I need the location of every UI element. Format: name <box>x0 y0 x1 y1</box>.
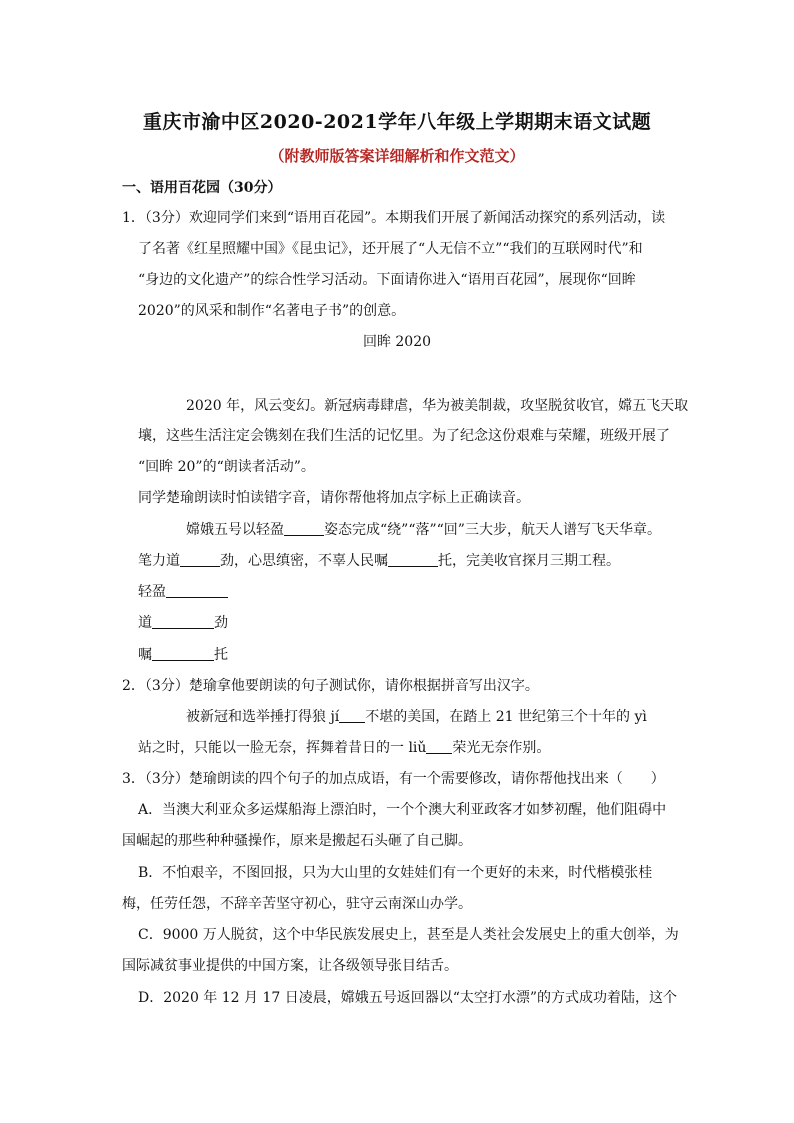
q1-line-4: 2020”的风采和制作“名著电子书”的创意。 <box>138 303 406 319</box>
answer-line-1 <box>138 583 228 601</box>
answer-word: 嘱 <box>138 647 152 663</box>
q1-sentence-1-part-b: 姿态完成“绕”“落”“回”三大步，航天人谱写飞天华章。 <box>324 522 661 538</box>
answer-word: 劲 <box>214 615 228 631</box>
answer-word: 托 <box>214 647 228 663</box>
answer-blank[interactable] <box>152 646 214 661</box>
answer-line-3 <box>138 646 228 664</box>
q2-passage-part-d: 荣光无奈作别。 <box>452 740 551 756</box>
passage-line-3: “回眸 20”的“朗读者活动”。 <box>138 459 315 475</box>
document-title: 重庆市渝中区2020-2021学年八年级上学期期末语文试题 <box>142 111 652 133</box>
q3-line-1: 3．（3分）楚瑜朗读的四个句子的加点成语，有一个需要修改，请你帮他找出来（ ） <box>122 771 665 787</box>
answer-line-2 <box>138 614 228 632</box>
q2-passage-line-1 <box>186 708 647 726</box>
answer-blank[interactable] <box>152 614 214 629</box>
q1-sentence-1 <box>186 521 661 539</box>
answer-blank[interactable] <box>180 552 220 567</box>
q1-line-3: “身边的文化遗产”的综合性学习活动。下面请你进入“语用百花园”，展现你“回眸 <box>138 272 636 288</box>
answer-blank[interactable] <box>388 552 438 567</box>
answer-word: 轻盈 <box>138 584 166 600</box>
answer-blank[interactable] <box>166 583 228 598</box>
q2-passage-line-2 <box>138 739 550 757</box>
q1-sentence-2 <box>138 552 620 570</box>
q1-sentence-2-part-c: 托，完美收官探月三期工程。 <box>438 553 620 569</box>
q2-passage-part-c: 站之时，只能以一脸无奈，挥舞着昔日的一 liǔ <box>138 740 427 756</box>
passage-line-1: 2020 年，风云变幻。新冠病毒肆虐，华为被美制裁，攻坚脱贫收官，嫦五飞天取 <box>186 398 689 414</box>
passage-title: 回眸 2020 <box>362 334 432 350</box>
q1-instruction: 同学楚瑜朗读时怕读错字音，请你帮他将加点字标上正确读音。 <box>138 490 530 506</box>
q3-option-b-line-1[interactable]: B．不怕艰辛，不图回报，只为大山里的女娃娃们有一个更好的未来，时代楷模张桂 <box>138 865 653 881</box>
q1-line-1: 1．（3分）欢迎同学们来到“语用百花园”。本期我们开展了新闻活动探究的系列活动，读 <box>122 210 666 226</box>
q3-option-c-line-1[interactable]: C．9000 万人脱贫，这个中华民族发展史上，甚至是人类社会发展史上的重大创举，为 <box>138 927 679 943</box>
q3-option-a-line-1[interactable]: A．当澳大利亚众多运煤船海上漂泊时，一个个澳大利亚政客才如梦初醒，他们阻碍中 <box>138 802 667 818</box>
q2-line-1: 2．（3分）楚瑜拿他要朗读的句子测试你，请你根据拼音写出汉字。 <box>122 678 539 694</box>
q3-option-b-line-2: 梅，任劳任怨，不辞辛苦坚守初心，驻守云南深山办学。 <box>122 896 472 912</box>
q1-sentence-1-part-a: 嫦娥五号以轻盈 <box>186 522 284 538</box>
q1-sentence-2-part-a: 笔力道 <box>138 553 180 569</box>
q3-option-a-line-2: 国崛起的那些种种骚操作，原来是搬起石头砸了自己脚。 <box>122 833 472 849</box>
q1-line-2: 了名著《红星照耀中国》《昆虫记》，还开展了“人无信不立”“我们的互联网时代”和 <box>138 241 643 257</box>
answer-word: 道 <box>138 615 152 631</box>
answer-blank[interactable] <box>426 739 452 754</box>
q3-option-c-line-2: 国际减贫事业提供的中国方案，让各级领导张目结舌。 <box>122 958 458 974</box>
q3-option-d-line-1[interactable]: D．2020 年 12 月 17 日凌晨，嫦娥五号返回器以“太空打水漂”的方式成功着陆，这个 <box>138 990 678 1006</box>
q1-sentence-2-part-b: 劲，心思缜密，不辜人民嘱 <box>220 553 388 569</box>
q2-passage-part-b: 不堪的美国，在踏上 21 世纪第三个十年的 yì <box>365 709 647 725</box>
answer-blank[interactable] <box>339 708 365 723</box>
document-subtitle: （附教师版答案详细解析和作文范文） <box>269 147 525 165</box>
passage-line-2: 壤，这些生活注定会镌刻在我们生活的记忆里。为了纪念这份艰难与荣耀，班级开展了 <box>138 428 670 444</box>
q2-passage-part-a: 被新冠和选举捶打得狼 jí <box>186 709 340 725</box>
section-heading: 一、语用百花园（30分） <box>122 180 282 196</box>
answer-blank[interactable] <box>284 521 324 536</box>
